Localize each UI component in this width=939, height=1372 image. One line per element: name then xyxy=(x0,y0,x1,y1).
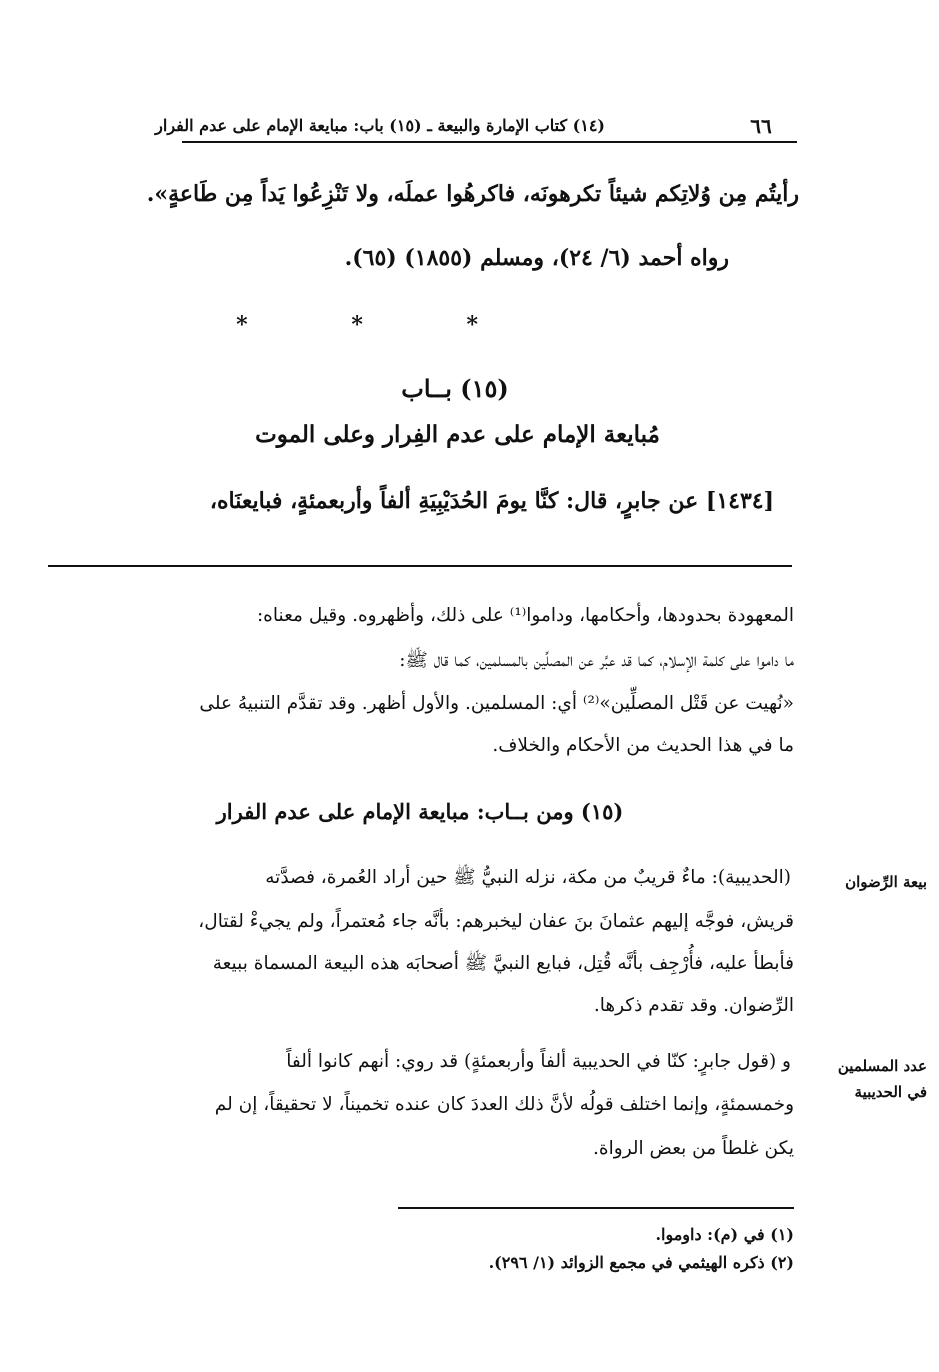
commentary-line: «نُهيت عن قَتْل المصلِّين»⁽²⁾ أي: المسلمين. والأول أظهر. وقد تقدَّم التنبيهُ على xyxy=(199,693,794,714)
page-number: ٦٦ xyxy=(750,114,772,138)
commentary-line: قريش، فوجَّه إليهم عثمانَ بنَ عفان ليخبرهم: بأنَّه جاء مُعتمراً، ولم يجيءْ لقتال، xyxy=(198,911,794,932)
running-header: (١٤) كتاب الإمارة والبيعة ـ (١٥) باب: مبايعة الإمام على عدم الفرار xyxy=(155,116,605,135)
commentary-line: الرِّضوان. وقد تقدم ذكرها. xyxy=(593,995,794,1016)
commentary-line: ما في هذا الحديث من الأحكام والخلاف. xyxy=(492,735,794,756)
commentary-line: وخمسمئةٍ، وإنما اختلف قولُه لأنَّ ذلك العددَ كان عنده تخميناً، لا تحقيقاً، إن لم xyxy=(214,1094,794,1115)
footnote-1: (١) في (م): داوموا. xyxy=(655,1225,794,1244)
chapter-subtitle: مُبايعة الإمام على عدم الفِرار وعلى الموت xyxy=(255,421,660,448)
hadith-line-1: رأيتُم مِن وُلاتِكم شيئاً تكرهونَه، فاكرهُوا عملَه، ولا تَنْزِعُوا يَداً مِن طَاعةٍ». xyxy=(146,181,799,207)
commentary-section-title: (١٥) ومن بــاب: مبايعة الإمام على عدم الفرار xyxy=(216,799,624,824)
footnote-2: (٢) ذكره الهيثمي في مجمع الزوائد (١/ ٢٩٦). xyxy=(488,1253,794,1272)
hadith-citation: رواه أحمد (٦/ ٢٤)، ومسلم (١٨٥٥) (٦٥). xyxy=(344,245,729,271)
margin-note-count-2: في الحديبية xyxy=(854,1083,927,1101)
margin-note-count: عدد المسلمين xyxy=(837,1057,927,1075)
commentary-line: يكن غلطاً من بعض الرواة. xyxy=(593,1138,794,1159)
commentary-rule xyxy=(48,565,792,567)
commentary-line: المعهودة بحدودها، وأحكامها، وداموا⁽¹⁾ على ذلك، وأظهروه. وقيل معناه: xyxy=(256,605,794,626)
commentary-line: و (قول جابرٍ: كنّا في الحديبية ألفاً وأربعمئةٍ) قد روي: أنهم كانوا ألفاً xyxy=(286,1051,791,1072)
margin-note-ridwan: بيعة الرِّضوان xyxy=(845,873,927,891)
commentary-line: (الحديبية): ماءٌ قريبٌ من مكة، نزله النبيُّ ﷺ حين أراد العُمرة، فصدَّته xyxy=(265,867,791,888)
commentary-line: ما داموا على كلمة الإسلام، كما قد عبَّر عن المصلِّين بالمسلمين، كما قال ﷺ: xyxy=(399,650,794,671)
hadith-1434: [١٤٣٤] عن جابرٍ، قال: كنَّا يومَ الحُدَيْبِيَةِ ألفاً وأربعمئةٍ، فبايعنَاه، xyxy=(209,488,774,514)
footnote-rule xyxy=(398,1207,794,1209)
section-separator: * * * xyxy=(236,312,526,338)
chapter-title: (١٥) بــاب xyxy=(401,374,509,403)
commentary-line: فأبطأ عليه، فأُرْجِف بأنَّه قُتِل، فبايع النبيَّ ﷺ أصحابَه هذه البيعة المسماة ببيعة xyxy=(212,953,794,974)
header-rule xyxy=(182,141,797,143)
